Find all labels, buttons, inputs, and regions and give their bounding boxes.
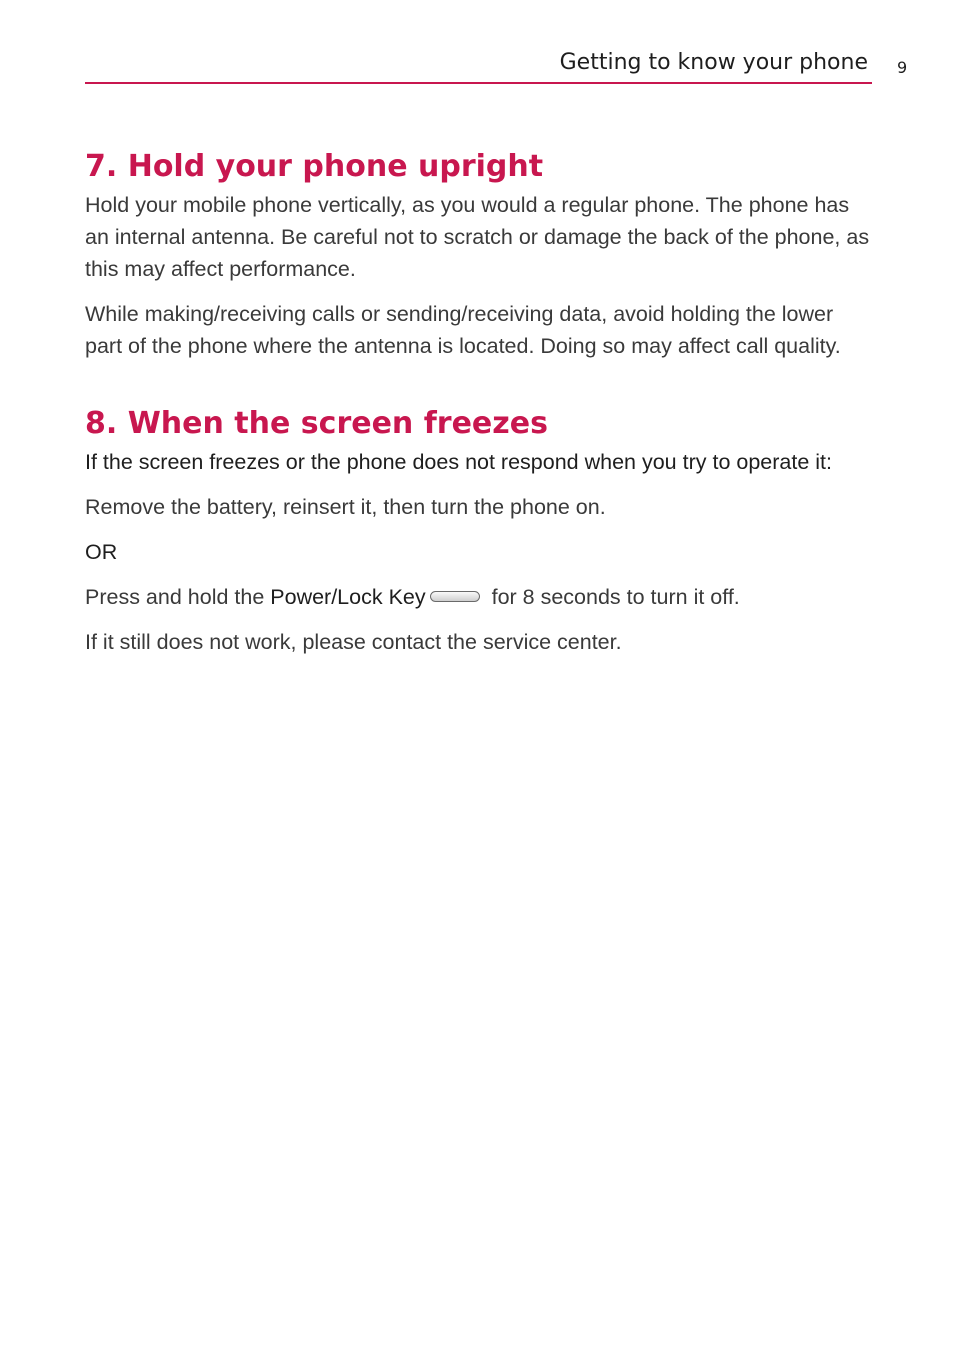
section-8-step-power-key xyxy=(85,581,875,613)
section-8-heading: 8. When the screen freezes xyxy=(85,406,548,441)
section-8-step-remove-battery: Remove the battery, reinsert it, then turn the phone on. xyxy=(85,495,606,519)
section-7-paragraph-2: While making/receiving calls or sending/receiving data, avoid holding the lower part of the phone where the antenna is located. Doing so may affect call quality. xyxy=(85,302,841,358)
press-prefix: Press and hold the xyxy=(85,585,271,609)
page-header xyxy=(85,44,872,84)
section-8-final-note: If it still does not work, please contact the service center. xyxy=(85,630,622,654)
section-8-intro: If the screen freezes or the phone does not respond when you try to operate it: xyxy=(85,450,832,474)
press-suffix: for 8 seconds to turn it off. xyxy=(485,585,740,609)
header-title: Getting to know your phone xyxy=(559,50,868,75)
section-8-or: OR xyxy=(85,540,118,564)
section-screen-freezes xyxy=(85,402,875,658)
power-lock-key-icon xyxy=(430,591,480,602)
section-7-heading: 7. Hold your phone upright xyxy=(85,149,544,184)
page-content xyxy=(85,145,875,658)
power-lock-key-label: Power/Lock Key xyxy=(270,585,426,609)
section-hold-phone-upright xyxy=(85,145,875,362)
page-number: 9 xyxy=(897,58,908,77)
section-7-paragraph-1: Hold your mobile phone vertically, as you would a regular phone. The phone has an internal antenna. Be careful not to scratch or damage the back of the phone, as this may affect performance. xyxy=(85,193,870,281)
